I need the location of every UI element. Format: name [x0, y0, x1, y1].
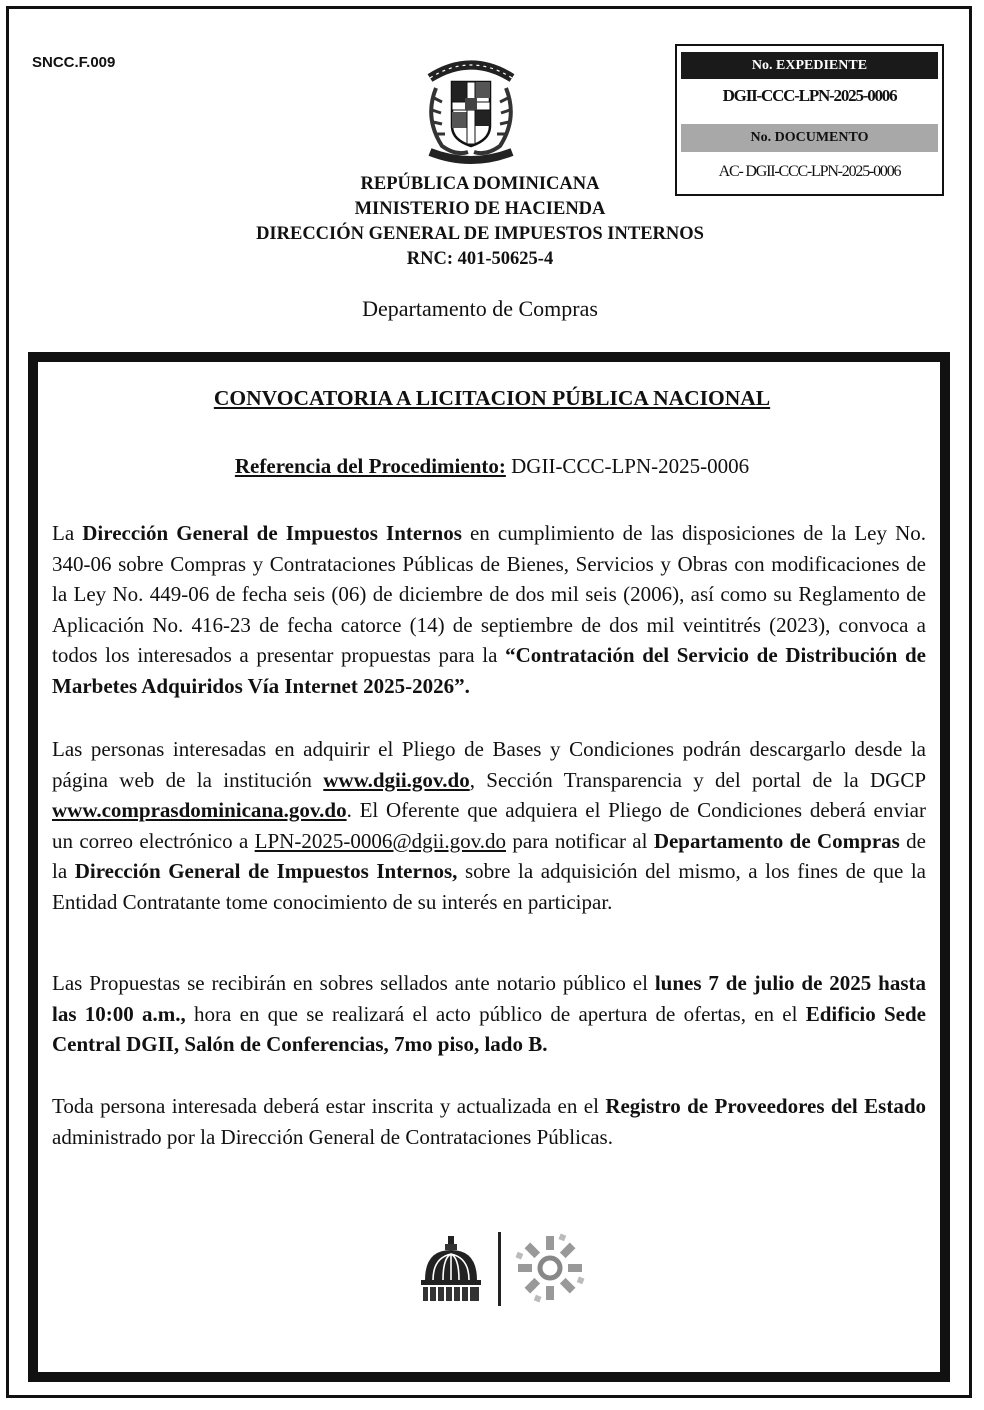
p4-text-c: administrado por la Dirección General de Contrataciones Públicas.	[52, 1124, 613, 1149]
p1-institution: Dirección General de Impuestos Internos	[82, 521, 462, 545]
paragraph-proposals	[52, 968, 926, 1060]
reference-label: Referencia del Procedimiento:	[234, 454, 506, 478]
p2-institution: Dirección General de Impuestos Internos,	[74, 859, 458, 883]
p1-contract-name: “Contratación del Servicio de Distribución de Marbetes Adquiridos Vía Internet 2025-2026”.	[52, 643, 926, 698]
p3-text-c: hora en que se realizará el acto público de apertura de ofertas, en el	[185, 1001, 806, 1026]
header-country: REPÚBLICA DOMINICANA	[360, 174, 600, 194]
sun-logo-icon	[514, 1232, 586, 1304]
procedure-reference	[0, 454, 984, 479]
header-ministry: MINISTERIO DE HACIENDA	[354, 199, 606, 219]
p2-department: Departamento de Compras	[653, 828, 900, 853]
paragraph-bidding-docs	[52, 734, 926, 917]
p2-text-g: para notificar al	[505, 828, 654, 853]
institution-header	[180, 172, 780, 272]
p3-text-a: Las Propuestas se recibirán en sobres sellados ante notario público el	[52, 971, 655, 995]
email-link[interactable]: LPN-2025-0006@dgii.gov.do	[254, 828, 506, 853]
documento-number: AC- DGII-CCC-LPN-2025-0006	[718, 163, 901, 180]
p2-text-e: . El Oferente que adquiera el Pliego de Condiciones deberá enviar un correo electrónico a	[52, 798, 926, 853]
dgii-website-link[interactable]: www.dgii.gov.do	[323, 767, 470, 792]
paragraph-convocation	[52, 518, 926, 701]
department-name: Departamento de Compras	[362, 296, 598, 321]
p1-text-c: en cumplimiento de las disposiciones de la Ley No. 340-06 sobre Compras y Contrataciones Públicas de Bienes, Servicios y Obras con modificaciones de la Ley No. 449-06 de fecha seis (06) de diciembre de dos mil seis (2006), así como su Reglamento de Aplicación No. 416-23 de fecha catorce (14) de septiembre de dos mil veintitrés (2023), convoca a todos los interesados a presentar propuestas para la	[52, 521, 927, 667]
notice-title: CONVOCATORIA A LICITACION PÚBLICA NACIONAL	[213, 386, 771, 410]
p2-text-c: , Sección Transparencia y del portal de la DGCP	[469, 767, 926, 792]
p3-date: lunes 7 de julio de 2025 hasta las 10:00 a.m.,	[52, 971, 926, 1026]
header-directorate: DIRECCIÓN GENERAL DE IMPUESTOS INTERNOS	[256, 224, 704, 244]
coat-of-arms-icon	[416, 48, 526, 166]
form-code: SNCC.F.009	[32, 54, 116, 71]
compras-website-link[interactable]: www.comprasdominicana.gov.do	[52, 798, 347, 822]
p4-registry: Registro de Proveedores del Estado	[605, 1094, 927, 1118]
expediente-number: DGII-CCC-LPN-2025-0006	[722, 86, 897, 105]
reference-value: DGII-CCC-LPN-2025-0006	[511, 454, 750, 478]
expediente-label: No. EXPEDIENTE	[681, 52, 938, 79]
header-rnc: RNC: 401-50625-4	[406, 249, 554, 269]
documento-label: No. DOCUMENTO	[681, 124, 938, 152]
p2-text-k: sobre la adquisición del mismo, a los fines de que la Entidad Contratante tome conocimiento de su interés en participar.	[52, 859, 927, 914]
p1-text-a: La	[52, 521, 83, 545]
logo-separator	[498, 1232, 501, 1306]
p2-text-a: Las personas interesadas en adquirir el Pliego de Bases y Condiciones podrán descargarlo desde la página web de la institución	[52, 737, 926, 792]
p4-text-a: Toda persona interesada deberá estar inscrita y actualizada en el	[52, 1094, 606, 1118]
dome-logo-icon	[415, 1234, 487, 1304]
p2-text-i: de la	[52, 828, 927, 883]
paragraph-registry	[52, 1091, 926, 1152]
p3-location: Edificio Sede Central DGII, Salón de Conferencias, 7mo piso, lado B.	[52, 1001, 926, 1056]
